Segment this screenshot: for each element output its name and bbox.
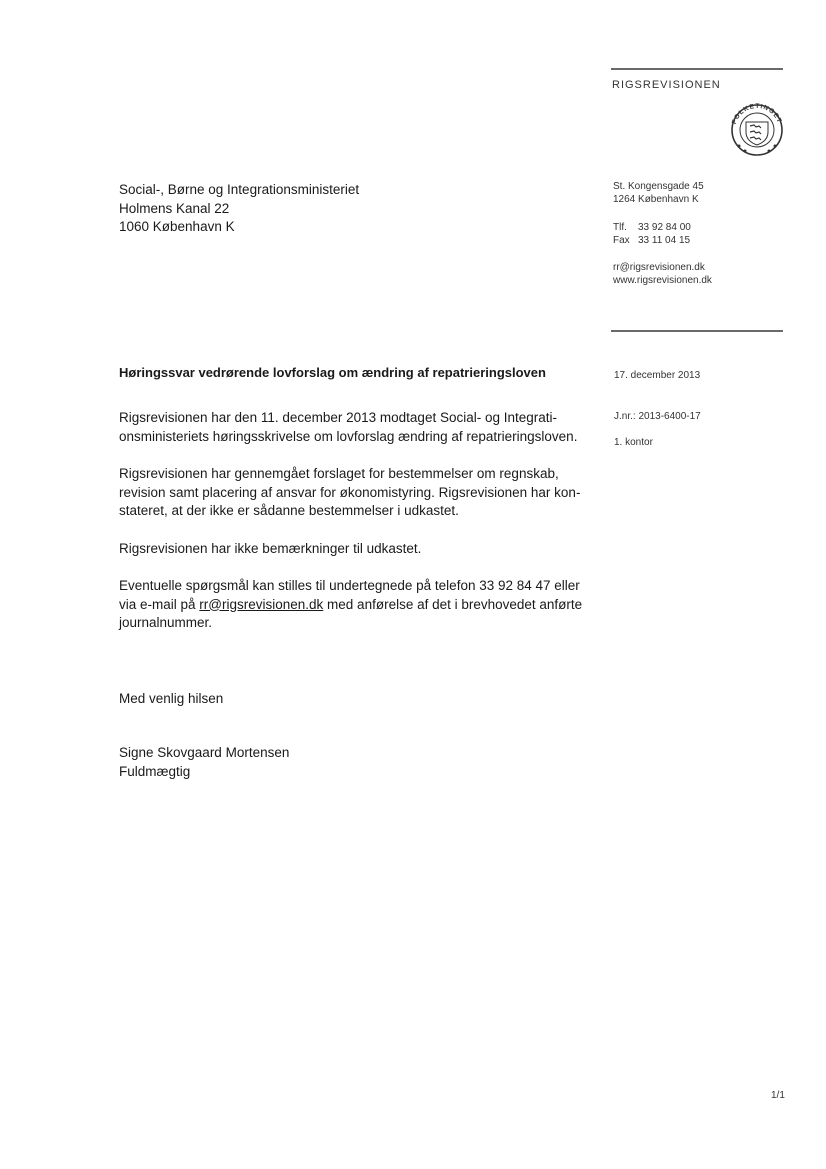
organization-name: RIGSREVISIONEN — [612, 79, 721, 91]
body-p4-line-2-end: med anførelse af det i brevhovedet anførte — [323, 596, 583, 612]
fax-number: 33 11 04 15 — [638, 234, 691, 246]
recipient-address — [119, 181, 359, 237]
tel-number: 33 92 84 00 — [638, 222, 691, 233]
signatory-name: Signe Skovgaard Mortensen — [119, 745, 290, 760]
svg-text:FOLKETINGET: FOLKETINGET — [730, 102, 783, 126]
body-paragraph-4 — [119, 577, 589, 633]
office-name: 1. kontor — [614, 437, 653, 448]
body-paragraph-1 — [119, 409, 589, 446]
body-p4-line-2-start: via e-mail på — [119, 596, 200, 612]
folketinget-seal-icon — [715, 102, 783, 158]
body-p1-line-1: Rigsrevisionen har den 11. december 2013 modtaget Social- og Integrati- — [119, 410, 558, 425]
tel-label: Tlf. — [613, 222, 627, 233]
header-rule-top — [611, 68, 783, 70]
recipient-line-2: Holmens Kanal 22 — [119, 200, 230, 216]
body-paragraph-3: Rigsrevisionen har ikke bemærkninger til udkastet. — [119, 541, 422, 556]
sender-website: www.rigsrevisionen.dk — [613, 274, 712, 286]
letter-date: 17. december 2013 — [614, 370, 701, 381]
body-p2-line-3: stateret, at der ikke er sådanne bestemmelser i udkastet. — [119, 503, 459, 518]
closing-greeting: Med venlig hilsen — [119, 691, 224, 706]
body-p4-line-3: journalnummer. — [119, 615, 213, 630]
journal-number: J.nr.: 2013-6400-17 — [614, 411, 701, 422]
signature-block — [119, 744, 589, 781]
letter-subject: Høringssvar vedrørende lovforslag om ændring af repatrieringsloven — [119, 365, 546, 380]
body-p4-line-2 — [119, 596, 589, 615]
body-p2-line-2: revision samt placering af ansvar for økonomistyring. Rigsrevisionen har kon- — [119, 484, 581, 500]
sender-tel-row — [613, 222, 691, 235]
body-paragraph-2 — [119, 465, 589, 521]
sender-email: rr@rigsrevisionen.dk — [613, 262, 705, 273]
signatory-title: Fuldmægtig — [119, 763, 191, 779]
sender-contact — [613, 262, 712, 287]
body-p2-line-1: Rigsrevisionen har gennemgået forslaget for bestemmelser om regnskab, — [119, 466, 559, 481]
recipient-line-1: Social-, Børne og Integrationsministeriet — [119, 182, 360, 197]
recipient-line-3: 1060 København K — [119, 219, 235, 234]
sender-street: St. Kongensgade 45 — [613, 181, 704, 192]
body-p1-line-2: onsministeriets høringsskrivelse om lovforslag ændring af repatrieringsloven. — [119, 428, 578, 444]
sender-address — [613, 181, 704, 206]
body-p4-line-1: Eventuelle spørgsmål kan stilles til undertegnede på telefon 33 92 84 47 eller — [119, 578, 580, 593]
sender-fax-row — [613, 235, 691, 248]
contact-email-link[interactable]: rr@rigsrevisionen.dk — [199, 596, 324, 612]
sender-phones — [613, 222, 691, 247]
sender-city: 1264 København K — [613, 193, 699, 205]
fax-label: Fax — [613, 234, 630, 246]
header-rule-bottom — [611, 330, 783, 332]
page-number: 1/1 — [771, 1090, 785, 1101]
